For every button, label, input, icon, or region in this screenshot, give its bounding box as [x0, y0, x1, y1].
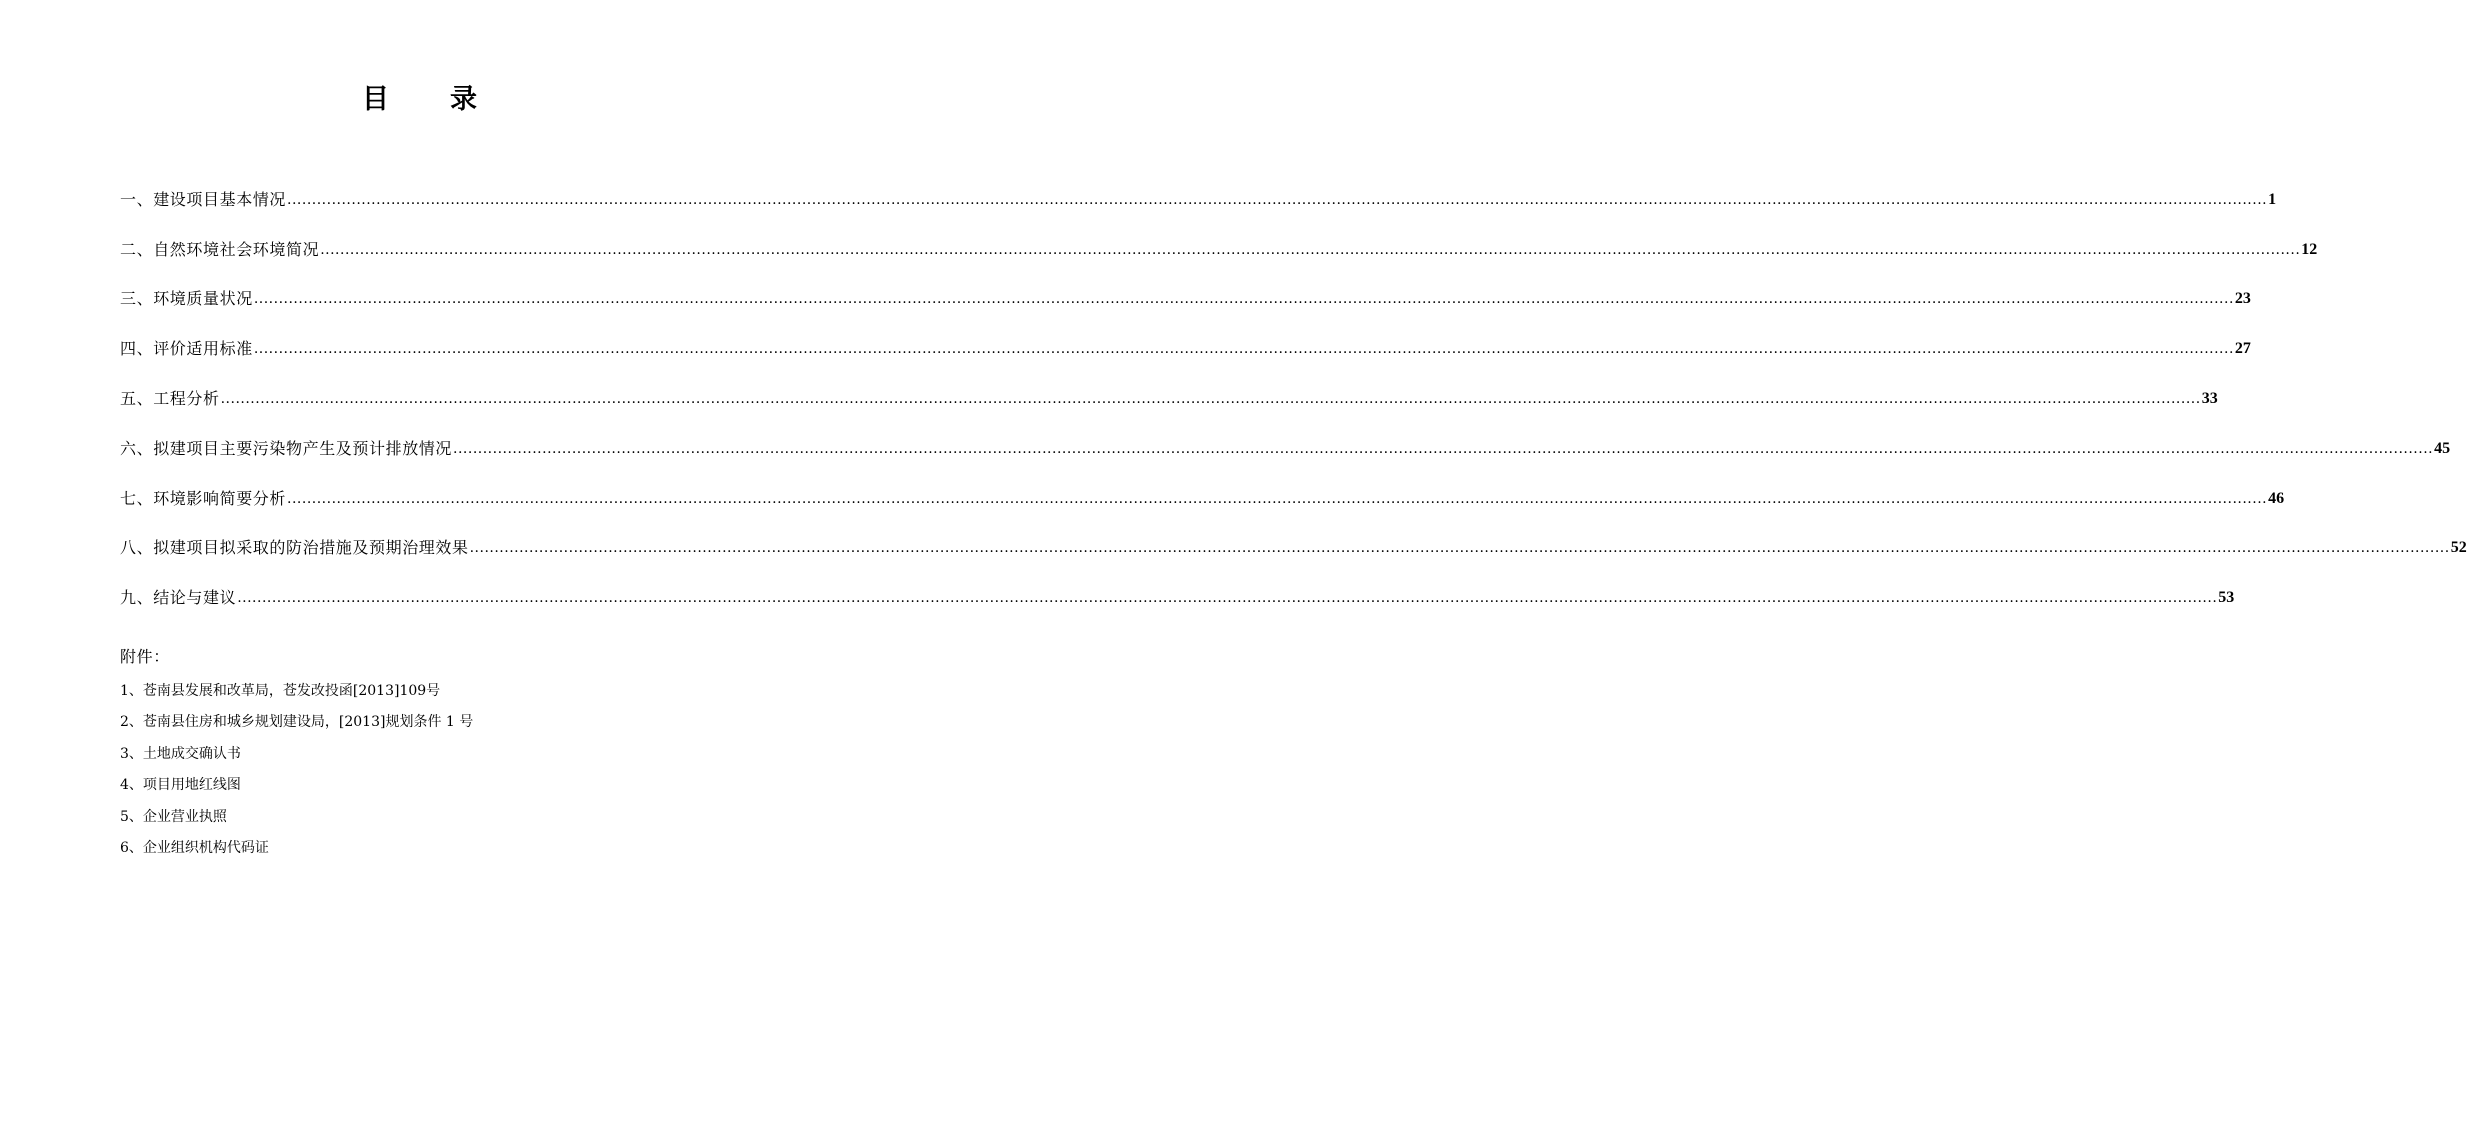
toc-entry-page: 1 [2268, 190, 2277, 208]
attachment-item: 4、项目用地红线图 [120, 777, 241, 794]
toc-entry [120, 374, 2218, 424]
toc-entry [120, 573, 2235, 623]
toc-entry [120, 424, 2451, 474]
attachment-item: 1、苍南县发展和改革局，苍发改投函[2013]109号 [120, 683, 441, 699]
attachment-item: 3、土地成交确认书 [120, 745, 241, 762]
attachment-item: 5、企业营业执照 [120, 808, 227, 825]
toc-entry [120, 474, 2285, 524]
toc-entry [120, 175, 2277, 225]
title-char-2: 录 [450, 84, 477, 115]
attachment-item: 2、苍南县住房和城乡规划建设局，[2013]规划条件 1 号 [120, 714, 474, 731]
toc-entry-label: 九、结论与建议 [120, 588, 237, 608]
toc-entry-label: 三、环境质量状况 [120, 289, 253, 309]
toc-leader-dots: ................................................................................................................................................................................................................................................................................................................................................................................................................ [287, 191, 2268, 208]
toc-leader-dots: ................................................................................................................................................................................................................................................................................................................................................................................................................ [469, 540, 2450, 557]
toc-entry-page: 23 [2234, 290, 2251, 308]
toc-entry [120, 225, 2318, 275]
attachments-heading: 附件： [120, 647, 170, 666]
toc-entry [120, 524, 2467, 574]
toc-leader-dots: ................................................................................................................................................................................................................................................................................................................................................................................................................ [253, 291, 2234, 308]
toc-entry [120, 324, 2251, 374]
toc-entry-label: 六、拟建项目主要污染物产生及预计排放情况 [120, 438, 453, 458]
toc-entry-page: 52 [2450, 539, 2467, 557]
toc-leader-dots: ................................................................................................................................................................................................................................................................................................................................................................................................................ [320, 241, 2301, 258]
toc-entry-label: 五、工程分析 [120, 388, 220, 408]
toc-leader-dots: ................................................................................................................................................................................................................................................................................................................................................................................................................ [287, 490, 2268, 507]
toc-leader-dots: ................................................................................................................................................................................................................................................................................................................................................................................................................ [220, 390, 2201, 407]
title-char-1: 目 [362, 84, 389, 115]
attachment-item: 6、企业组织机构代码证 [120, 839, 269, 856]
attachments-list [120, 681, 680, 869]
toc-leader-dots: ................................................................................................................................................................................................................................................................................................................................................................................................................ [253, 341, 2234, 358]
toc-leader-dots: ................................................................................................................................................................................................................................................................................................................................................................................................................ [453, 440, 2434, 457]
toc-entry-page: 12 [2301, 240, 2318, 258]
toc-leader-dots: ................................................................................................................................................................................................................................................................................................................................................................................................................ [237, 590, 2218, 607]
toc-entry-page: 53 [2218, 589, 2235, 607]
toc-entry-label: 四、评价适用标准 [120, 339, 253, 359]
toc-entry-label: 二、自然环境社会环境简况 [120, 239, 320, 259]
toc-entry-label: 八、拟建项目拟采取的防治措施及预期治理效果 [120, 538, 469, 558]
toc-entry-label: 七、环境影响简要分析 [120, 488, 287, 508]
toc-entry-page: 27 [2234, 340, 2251, 358]
toc-entry-page: 45 [2434, 439, 2451, 457]
table-of-contents [120, 175, 2467, 623]
toc-entry-label: 一、建设项目基本情况 [120, 189, 287, 209]
toc-entry-page: 46 [2268, 489, 2285, 507]
toc-entry [120, 275, 2251, 325]
toc-entry-page: 33 [2201, 389, 2218, 407]
page-title [0, 80, 794, 120]
